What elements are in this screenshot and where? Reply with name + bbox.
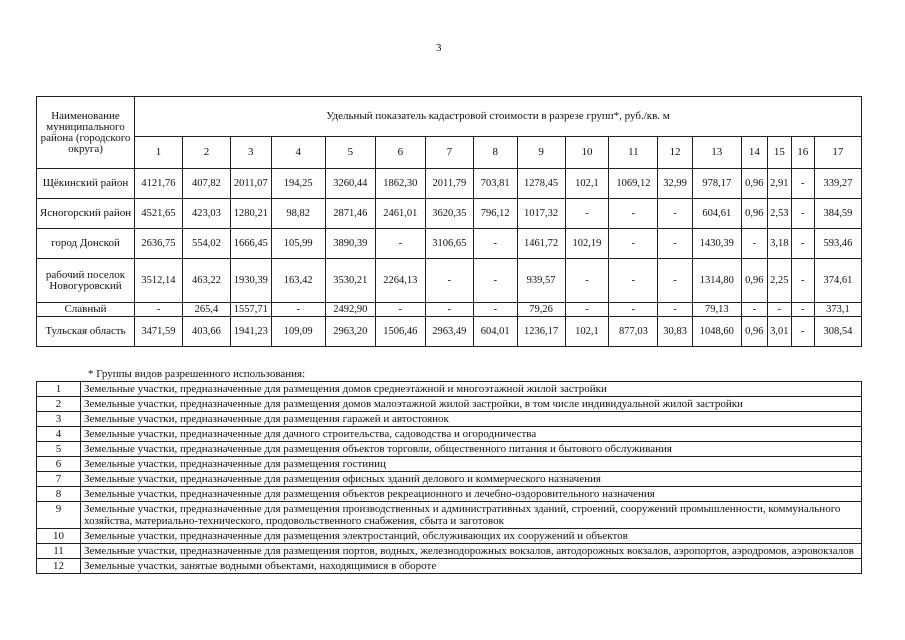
row-name: город Донской	[37, 229, 135, 259]
group-number: 9	[37, 502, 81, 529]
table-cell: 3471,59	[135, 317, 183, 347]
table-cell: 403,66	[182, 317, 230, 347]
group-description: Земельные участки, предназначенные для размещения объектов торговли, общественного питания и бытового обслуживания	[81, 442, 862, 457]
column-header: 6	[375, 137, 425, 169]
column-header: 13	[692, 137, 741, 169]
column-header: 5	[325, 137, 375, 169]
table-cell: -	[135, 303, 183, 317]
table-cell: 796,12	[473, 199, 517, 229]
row-name: Щёкинский район	[37, 169, 135, 199]
table-cell: 1941,23	[230, 317, 271, 347]
table-cell: 102,19	[565, 229, 609, 259]
group-row	[37, 487, 862, 502]
table-cell: 407,82	[182, 169, 230, 199]
table-cell: -	[565, 303, 609, 317]
column-header: 2	[182, 137, 230, 169]
cadastral-value-table	[36, 96, 862, 347]
group-description: Земельные участки, предназначенные для размещения гостиниц	[81, 457, 862, 472]
groups-legend-table	[36, 381, 862, 574]
column-header: 14	[741, 137, 767, 169]
table-cell: 2963,20	[325, 317, 375, 347]
table-cell: 2636,75	[135, 229, 183, 259]
table-cell: 105,99	[271, 229, 325, 259]
group-row	[37, 544, 862, 559]
table-cell: 703,81	[473, 169, 517, 199]
table-row	[37, 199, 862, 229]
table-cell: -	[741, 303, 767, 317]
group-number: 1	[37, 382, 81, 397]
table-cell: -	[271, 303, 325, 317]
table-cell: -	[425, 259, 473, 303]
table-cell: 1280,21	[230, 199, 271, 229]
table-cell: -	[609, 259, 658, 303]
group-description: Земельные участки, предназначенные для размещения электростанций, обслуживающих их сооружений и объектов	[81, 529, 862, 544]
table-cell: -	[609, 303, 658, 317]
table-cell: -	[658, 303, 692, 317]
table-cell: 3,01	[767, 317, 791, 347]
group-number: 4	[37, 427, 81, 442]
table-cell: 2871,46	[325, 199, 375, 229]
table-cell: 98,82	[271, 199, 325, 229]
table-cell: 373,1	[814, 303, 861, 317]
group-row	[37, 442, 862, 457]
row-name: рабочий поселок Новогуровский	[37, 259, 135, 303]
table-cell: -	[473, 229, 517, 259]
table-cell: 4521,65	[135, 199, 183, 229]
column-header: 1	[135, 137, 183, 169]
table-cell: -	[473, 259, 517, 303]
table-cell: 163,42	[271, 259, 325, 303]
table-cell: -	[791, 199, 814, 229]
table-cell: 3260,44	[325, 169, 375, 199]
table-cell: 0,96	[741, 259, 767, 303]
table-cell: -	[791, 229, 814, 259]
table-cell: 374,61	[814, 259, 861, 303]
group-description: Земельные участки, предназначенные для размещения объектов рекреационного и лечебно-оздоровительного назначения	[81, 487, 862, 502]
group-row	[37, 502, 862, 529]
table-cell: -	[791, 317, 814, 347]
column-header: 8	[473, 137, 517, 169]
table-cell: -	[609, 229, 658, 259]
group-description: Земельные участки, предназначенные для размещения домов среднеэтажной и многоэтажной жилой застройки	[81, 382, 862, 397]
table-cell: 2264,13	[375, 259, 425, 303]
group-number: 10	[37, 529, 81, 544]
table-cell: 308,54	[814, 317, 861, 347]
table-cell: 102,1	[565, 317, 609, 347]
column-header: 4	[271, 137, 325, 169]
table-cell: 2963,49	[425, 317, 473, 347]
table-cell: 423,03	[182, 199, 230, 229]
table-cell: 2,25	[767, 259, 791, 303]
group-number: 5	[37, 442, 81, 457]
table-cell: 1017,32	[517, 199, 565, 229]
column-header: 10	[565, 137, 609, 169]
table-row	[37, 229, 862, 259]
row-name: Ясногорский район	[37, 199, 135, 229]
table-cell: 604,61	[692, 199, 741, 229]
group-description: Земельные участки, занятые водными объектами, находящимися в обороте	[81, 559, 862, 574]
table-cell: 604,01	[473, 317, 517, 347]
table-row	[37, 303, 862, 317]
table-cell: 463,22	[182, 259, 230, 303]
table-cell: -	[658, 199, 692, 229]
table-cell: -	[473, 303, 517, 317]
table-cell: -	[375, 229, 425, 259]
table-cell: 109,09	[271, 317, 325, 347]
column-header: 16	[791, 137, 814, 169]
table-cell: -	[791, 259, 814, 303]
column-header: 17	[814, 137, 861, 169]
group-row	[37, 382, 862, 397]
table-cell: 384,59	[814, 199, 861, 229]
group-description: Земельные участки, предназначенные для дачного строительства, садоводства и огородничества	[81, 427, 862, 442]
column-header: 11	[609, 137, 658, 169]
group-row	[37, 529, 862, 544]
header-value: Удельный показатель кадастровой стоимости в разрезе групп*, руб./кв. м	[135, 97, 862, 137]
table-cell: 554,02	[182, 229, 230, 259]
column-header: 7	[425, 137, 473, 169]
table-cell: 939,57	[517, 259, 565, 303]
table-cell: 102,1	[565, 169, 609, 199]
group-row	[37, 427, 862, 442]
group-number: 7	[37, 472, 81, 487]
column-header: 3	[230, 137, 271, 169]
table-cell: 0,96	[741, 317, 767, 347]
group-number: 12	[37, 559, 81, 574]
table-cell: 265,4	[182, 303, 230, 317]
table-row	[37, 169, 862, 199]
table-cell: 1557,71	[230, 303, 271, 317]
column-header: 12	[658, 137, 692, 169]
group-row	[37, 412, 862, 427]
table-cell: 3512,14	[135, 259, 183, 303]
group-number: 2	[37, 397, 81, 412]
table-cell: 2011,79	[425, 169, 473, 199]
group-description: Земельные участки, предназначенные для размещения офисных зданий делового и коммерческого назначения	[81, 472, 862, 487]
table-cell: 30,83	[658, 317, 692, 347]
group-row	[37, 457, 862, 472]
table-cell: 1862,30	[375, 169, 425, 199]
table-cell: 877,03	[609, 317, 658, 347]
table-cell: -	[425, 303, 473, 317]
table-cell: 2492,90	[325, 303, 375, 317]
table-cell: 2011,07	[230, 169, 271, 199]
group-description: Земельные участки, предназначенные для размещения домов малоэтажной жилой застройки, в том числе индивидуальной жилой застройки	[81, 397, 862, 412]
table-cell: 1930,39	[230, 259, 271, 303]
table-cell: 3,18	[767, 229, 791, 259]
row-name: Славный	[37, 303, 135, 317]
table-row	[37, 317, 862, 347]
column-header: 15	[767, 137, 791, 169]
table-cell: 339,27	[814, 169, 861, 199]
group-description: Земельные участки, предназначенные для размещения портов, водных, железнодорожных вокзалов, автодорожных вокзалов, аэропортов, аэродромов, аэровокзалов	[81, 544, 862, 559]
row-name: Тульская область	[37, 317, 135, 347]
group-number: 11	[37, 544, 81, 559]
table-cell: 1430,39	[692, 229, 741, 259]
group-row	[37, 559, 862, 574]
table-cell: -	[565, 259, 609, 303]
table-cell: -	[658, 229, 692, 259]
table-cell: -	[741, 229, 767, 259]
table-cell: 2,53	[767, 199, 791, 229]
page-number: 3	[436, 42, 442, 54]
group-number: 8	[37, 487, 81, 502]
table-cell: 978,17	[692, 169, 741, 199]
group-row	[37, 472, 862, 487]
table-cell: 1278,45	[517, 169, 565, 199]
table-cell: 2,91	[767, 169, 791, 199]
table-cell: 1069,12	[609, 169, 658, 199]
table-cell: -	[658, 259, 692, 303]
group-number: 6	[37, 457, 81, 472]
groups-note: * Группы видов разрешенного использования:	[88, 368, 306, 380]
table-cell: 1666,45	[230, 229, 271, 259]
table-cell: -	[375, 303, 425, 317]
table-cell: 32,99	[658, 169, 692, 199]
table-cell: -	[767, 303, 791, 317]
table-row	[37, 259, 862, 303]
table-cell: 3530,21	[325, 259, 375, 303]
table-cell: -	[565, 199, 609, 229]
table-cell: -	[791, 303, 814, 317]
table-cell: 1506,46	[375, 317, 425, 347]
table-cell: 3620,35	[425, 199, 473, 229]
group-row	[37, 397, 862, 412]
table-cell: 0,96	[741, 199, 767, 229]
group-number: 3	[37, 412, 81, 427]
table-cell: 0,96	[741, 169, 767, 199]
table-cell: 79,26	[517, 303, 565, 317]
table-cell: 2461,01	[375, 199, 425, 229]
table-cell: 79,13	[692, 303, 741, 317]
table-cell: 1461,72	[517, 229, 565, 259]
table-cell: 3890,39	[325, 229, 375, 259]
table-cell: 3106,65	[425, 229, 473, 259]
table-cell: 1236,17	[517, 317, 565, 347]
table-cell: 194,25	[271, 169, 325, 199]
table-cell: -	[609, 199, 658, 229]
table-cell: 4121,76	[135, 169, 183, 199]
column-header: 9	[517, 137, 565, 169]
table-cell: 593,46	[814, 229, 861, 259]
table-cell: 1314,80	[692, 259, 741, 303]
table-cell: -	[791, 169, 814, 199]
group-description: Земельные участки, предназначенные для размещения гаражей и автостоянок	[81, 412, 862, 427]
table-cell: 1048,60	[692, 317, 741, 347]
header-municipality: Наименование муниципального района (городского округа)	[37, 97, 135, 169]
group-description: Земельные участки, предназначенные для размещения производственных и административных зданий, строений, сооружений промышленности, коммунального хозяйства, материально-технического, продовольственного снабжения, сбыта и заготовок	[81, 502, 862, 529]
